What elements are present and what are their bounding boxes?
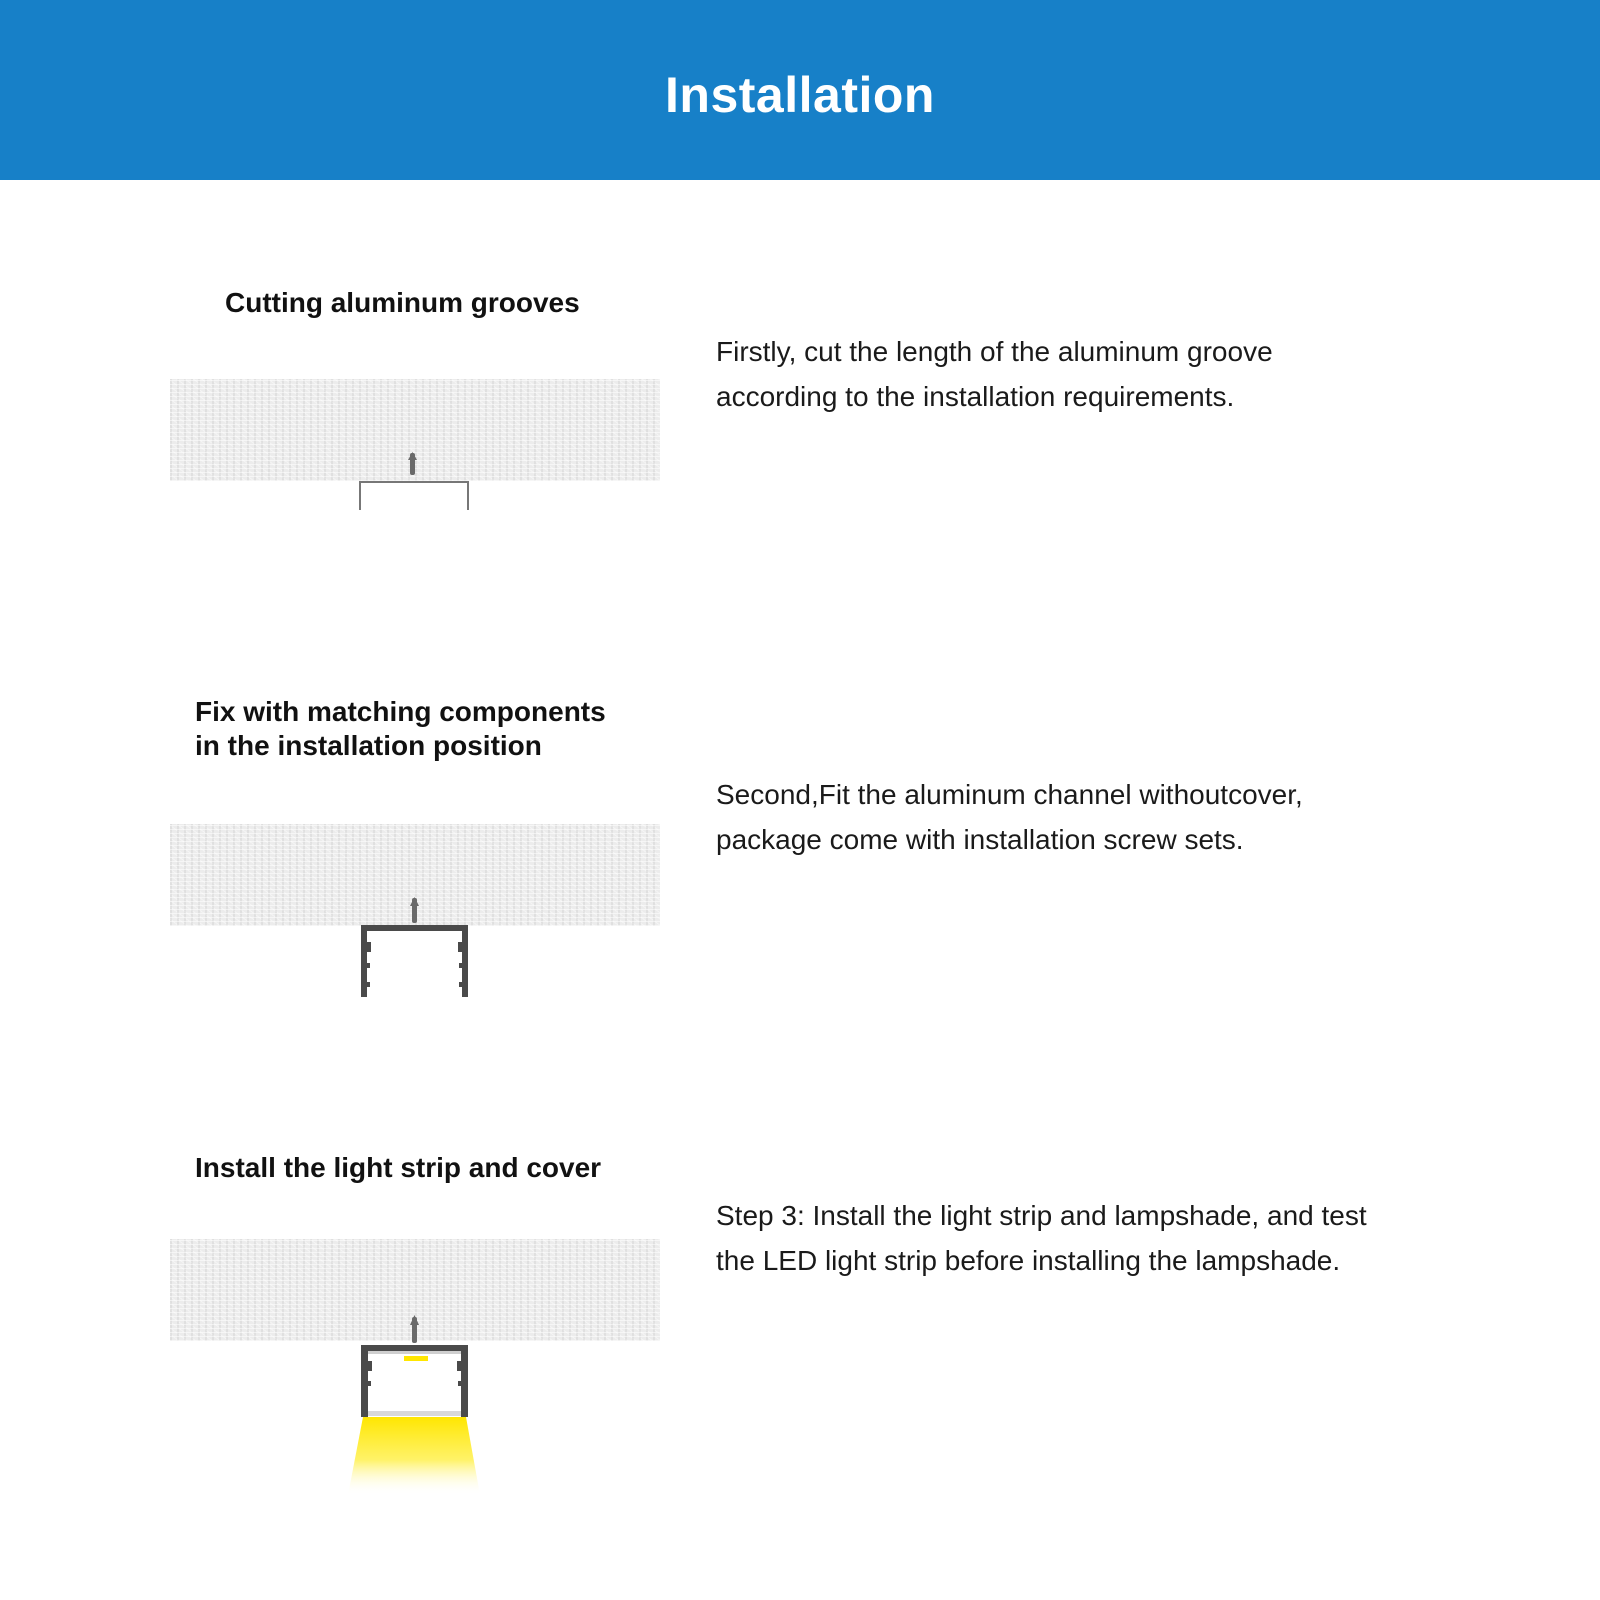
led-strip — [404, 1356, 428, 1361]
page-title: Installation — [665, 67, 935, 123]
step-1-description: Firstly, cut the length of the aluminum groove according to the installation requirements. — [716, 336, 1273, 412]
light-beam — [348, 1417, 480, 1495]
channel-fixed-diagram — [340, 890, 480, 1002]
step-3-description: Step 3: Install the light strip and lampshade, and test the LED light strip before installing the lampshade. — [716, 1200, 1367, 1276]
step-2-description: Second,Fit the aluminum channel withoutcover, package come with installation screw sets. — [716, 779, 1303, 855]
screw-icon — [410, 897, 419, 923]
groove-outline-diagram — [340, 440, 480, 520]
inner-liner — [368, 1351, 461, 1354]
step-2-heading: Fix with matching components in the installation position — [195, 696, 606, 761]
channel-with-light-diagram — [330, 1305, 500, 1505]
aluminum-channel-profile — [361, 925, 468, 997]
aluminum-channel-profile — [361, 1345, 468, 1417]
installation-banner — [0, 0, 1600, 180]
screw-icon — [408, 452, 417, 475]
step-3-heading: Install the light strip and cover — [195, 1152, 602, 1183]
step-1-heading: Cutting aluminum grooves — [225, 287, 580, 318]
diffuser-cover — [368, 1411, 461, 1416]
screw-icon — [410, 1315, 419, 1343]
